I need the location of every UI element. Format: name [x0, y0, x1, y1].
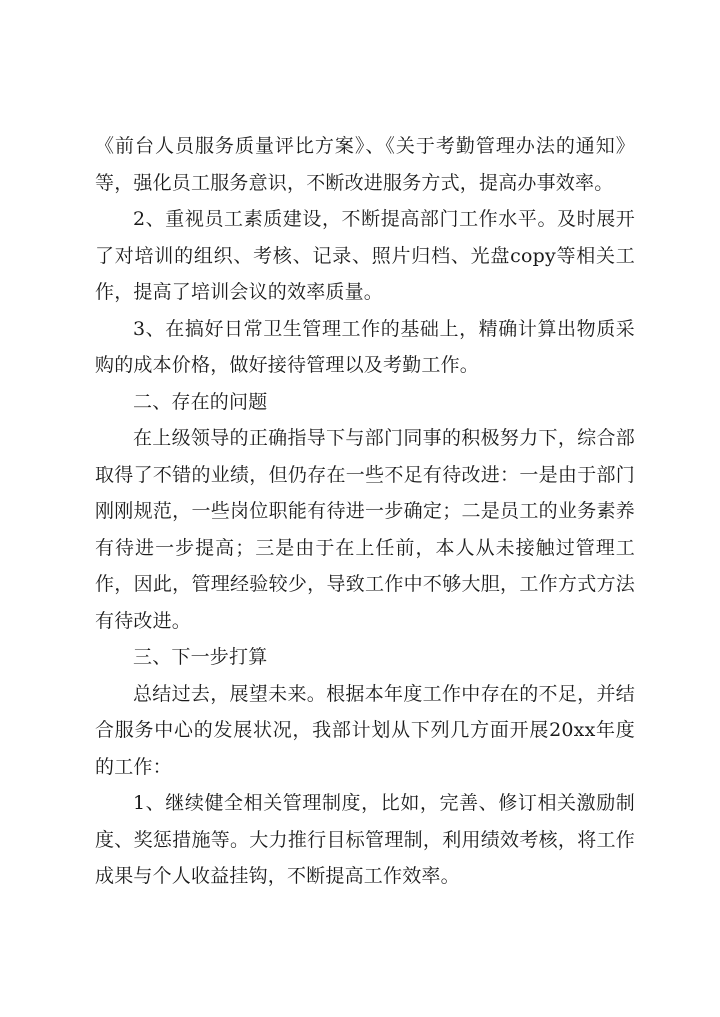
- document-body: [95, 128, 635, 895]
- paragraph-item-1-plan: 1、继续健全相关管理制度，比如，完善、修订相关激励制度、奖惩措施等。大力推行目标管理制，利用绩效考核，将工作成果与个人收益挂钩，不断提高工作效率。: [95, 792, 635, 887]
- paragraph-item-2: 2、重视员工素质建设，不断提高部门工作水平。及时展开了对培训的组织、考核、记录、照片归档、光盘copy等相关工作，提高了培训会议的效率质量。: [95, 208, 635, 303]
- paragraph-item-3: 3、在搞好日常卫生管理工作的基础上，精确计算出物质采购的成本价格，做好接待管理以及考勤工作。: [95, 317, 635, 376]
- paragraph-continuation: 《前台人员服务质量评比方案》、《关于考勤管理办法的通知》等，强化员工服务意识，不断改进服务方式，提高办事效率。: [95, 135, 635, 194]
- paragraph-problems: 在上级领导的正确指导下与部门同事的积极努力下，综合部取得了不错的业绩，但仍存在一些不足有待改进：一是由于部门刚刚规范，一些岗位职能有待进一步确定；二是员工的业务素养有待进一步提高；三是由于在上任前，本人从未接触过管理工作，因此，管理经验较少，导致工作中不够大胆，工作方式方法有待改进。: [95, 427, 635, 632]
- section-heading-problems: 二、存在的问题: [133, 390, 268, 413]
- section-heading-next-steps: 三、下一步打算: [133, 646, 268, 668]
- paragraph-next-steps: 总结过去，展望未来。根据本年度工作中存在的不足，并结合服务中心的发展状况，我部计划从下列几方面开展20xx年度的工作：: [95, 682, 635, 778]
